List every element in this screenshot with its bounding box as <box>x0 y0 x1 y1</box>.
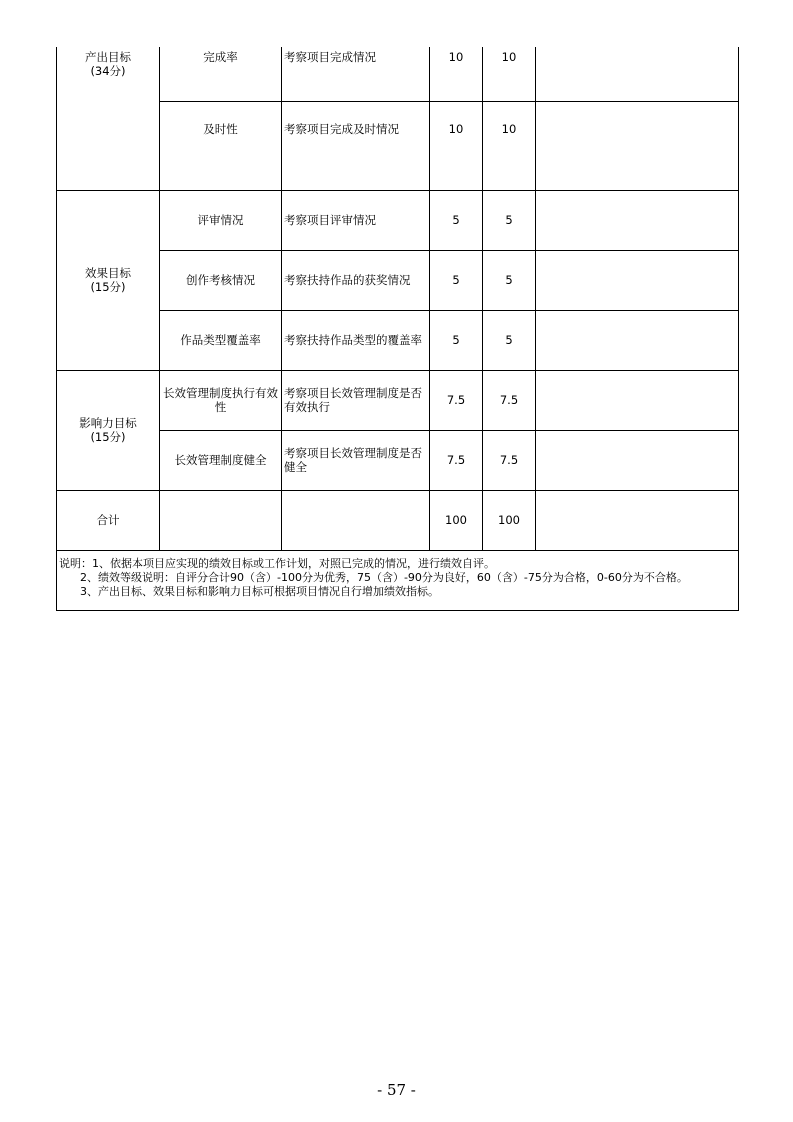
total-weight: 100 <box>430 490 483 550</box>
content-cell <box>282 490 430 550</box>
indicator-cell <box>160 490 282 550</box>
table-row <box>57 250 739 310</box>
total-score: 100 <box>483 490 536 550</box>
indicator-cell: 评审情况 <box>160 190 282 250</box>
indicator-cell: 长效管理制度执行有效性 <box>160 370 282 430</box>
content-cell: 考察项目长效管理制度是否健全 <box>282 430 430 490</box>
table-row <box>57 190 739 250</box>
content-cell: 考察项目完成情况 <box>282 47 430 101</box>
remark-cell <box>536 370 739 430</box>
table-row <box>57 430 739 490</box>
score-cell: 7.5 <box>483 370 536 430</box>
total-row <box>57 490 739 550</box>
notes-cell <box>57 550 739 610</box>
content-cell: 考察扶持作品的获奖情况 <box>282 250 430 310</box>
remark-cell <box>536 101 739 190</box>
note-line: 3、产出目标、效果目标和影响力目标可根据项目情况自行增加绩效指标。 <box>80 584 439 598</box>
category-cell-influence <box>57 370 160 490</box>
remark-cell <box>536 430 739 490</box>
indicator-cell: 作品类型覆盖率 <box>160 310 282 370</box>
total-label: 合计 <box>57 490 160 550</box>
category-label: 效果目标 <box>85 266 131 280</box>
remark-cell <box>536 250 739 310</box>
remark-cell <box>536 490 739 550</box>
note-line: 说明：1、依据本项目应实现的绩效目标或工作计划，对照已完成的情况，进行绩效自评。 <box>59 556 495 570</box>
weight-cell: 5 <box>430 310 483 370</box>
category-score: (15分) <box>90 430 126 444</box>
indicator-cell: 创作考核情况 <box>160 250 282 310</box>
content-cell: 考察项目长效管理制度是否有效执行 <box>282 370 430 430</box>
weight-cell: 10 <box>430 101 483 190</box>
table-row <box>57 370 739 430</box>
table-row <box>57 310 739 370</box>
remark-cell <box>536 310 739 370</box>
category-cell-effect <box>57 190 160 370</box>
content-cell: 考察项目评审情况 <box>282 190 430 250</box>
score-cell: 5 <box>483 250 536 310</box>
remark-cell <box>536 47 739 101</box>
score-cell: 10 <box>483 47 536 101</box>
weight-cell: 7.5 <box>430 430 483 490</box>
weight-cell: 10 <box>430 47 483 101</box>
category-label: 产出目标 <box>85 50 131 64</box>
remark-cell <box>536 190 739 250</box>
performance-evaluation-table <box>56 47 739 611</box>
category-cell-output <box>57 47 160 190</box>
weight-cell: 5 <box>430 250 483 310</box>
note-line: 2、绩效等级说明：自评分合计90（含）-100分为优秀，75（含）-90分为良好，60（含）-75分为合格，0-60分为不合格。 <box>80 570 688 584</box>
category-label: 影响力目标 <box>79 416 137 430</box>
content-cell: 考察项目完成及时情况 <box>282 101 430 190</box>
content-cell: 考察扶持作品类型的覆盖率 <box>282 310 430 370</box>
weight-cell: 5 <box>430 190 483 250</box>
table-row <box>57 101 739 190</box>
category-score: (34分) <box>90 64 126 78</box>
table-row <box>57 47 739 101</box>
score-cell: 7.5 <box>483 430 536 490</box>
indicator-cell: 完成率 <box>160 47 282 101</box>
score-cell: 5 <box>483 310 536 370</box>
indicator-cell: 长效管理制度健全 <box>160 430 282 490</box>
page-number: - 57 - <box>377 1081 416 1099</box>
notes-row <box>57 550 739 610</box>
score-cell: 5 <box>483 190 536 250</box>
score-cell: 10 <box>483 101 536 190</box>
indicator-cell: 及时性 <box>160 101 282 190</box>
category-score: (15分) <box>90 280 126 294</box>
weight-cell: 7.5 <box>430 370 483 430</box>
